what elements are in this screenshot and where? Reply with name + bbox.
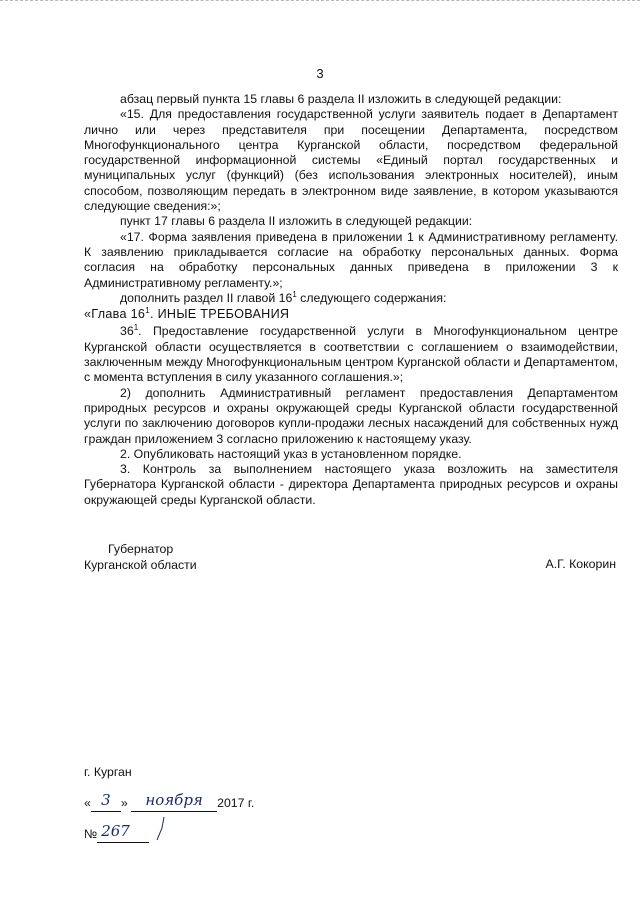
superscript: 1 [133, 323, 139, 333]
signatory-title [84, 542, 197, 573]
clause-number: 36 [120, 324, 134, 339]
city-label: г. Курган [84, 765, 132, 779]
quote-close: » [120, 796, 128, 810]
paragraph-clause-36 [84, 324, 618, 385]
paragraph-clause-17-text: «17. Форма заявления приведена в приложении 1 к Административному регламенту. К заявлению прикладывается согласие на обработку персональных данных. Форма согласия на обработку персональных данных приведена в приложении 3 к Административному регламенту.»; [84, 229, 618, 290]
paragraph-amend-clause-15: абзац первый пункта 15 главы 6 раздела II изложить в следующей редакции: [120, 92, 562, 106]
superscript: 1 [145, 305, 150, 315]
signatory-position: Губернатор [108, 542, 174, 556]
chapter-title-name: . ИНЫЕ ТРЕБОВАНИЯ [149, 307, 290, 322]
paragraph-add-chapter [84, 291, 618, 306]
number-handwritten: 267 [101, 822, 130, 840]
year-label: 2017 г. [217, 796, 255, 810]
decree-body [84, 92, 618, 508]
page-number: 3 [316, 66, 324, 81]
chapter-title [84, 307, 618, 322]
paragraph-clause-15-text: «15. Для предоставления государственной услуги заявитель подает в Департамент лично или через представителя при посещении Департамента, посредством Многофункционального центра Курганской области, посредством федеральной государственной информационной системы «Единый портал государственных и муниципальных услуг (функций) (без использования электронных носителей), иным способом, позволяющим передать в электронном виде заявление, в котором указываются следующие сведения:»; [84, 107, 618, 214]
paragraph-publish: 2. Опубликовать настоящий указ в установленном порядке. [120, 446, 462, 461]
paragraph-add-chapter-text: дополнить раздел II главой 16 [120, 290, 293, 305]
paragraph-add-chapter-tail: следующего содержания: [296, 290, 447, 305]
paragraph-control: 3. Контроль за выполнением настоящего указа возложить на заместителя Губернатора Курганской области - директора Департамента природных ресурсов и охраны окружающей среды Курганской области. [84, 462, 618, 507]
month-handwritten: ноября [145, 791, 203, 809]
day-handwritten: 3 [101, 791, 111, 809]
month-field [131, 793, 217, 812]
paragraph-amend-clause-17: пункт 17 главы 6 раздела II изложить в следующей редакции: [120, 214, 473, 229]
signatory-region: Курганской области [84, 557, 197, 572]
number-field [97, 824, 149, 843]
day-field [91, 793, 121, 812]
pen-stroke-mark [154, 816, 168, 842]
date-line [84, 793, 344, 813]
number-line [84, 824, 284, 843]
paragraph-item-2: 2) дополнить Административный регламент предоставления Департаментом природных ресурсов и охраны окружающей среды Курганской области государственной услуги по заключению договоров купли-продажи лесных насаждений для собственных нужд граждан приложением 3 согласно приложению к настоящему указу. [84, 385, 618, 446]
scan-top-edge [0, 0, 640, 11]
superscript: 1 [292, 289, 297, 299]
clause-36-text: . Предоставление государственной услуги в Многофункциональном центре Курганской области осуществляется в соответствии с соглашением о взаимодействии, заключенным между Многофункциональным центром Курганской области и Департаментом, с момента вступления в силу указанного соглашения.»; [84, 324, 618, 385]
number-prefix: № [84, 827, 98, 841]
quote-open: « [84, 796, 91, 810]
signatory-name: А.Г. Кокорин [545, 557, 616, 571]
chapter-title-prefix: «Глава 16 [84, 307, 146, 322]
